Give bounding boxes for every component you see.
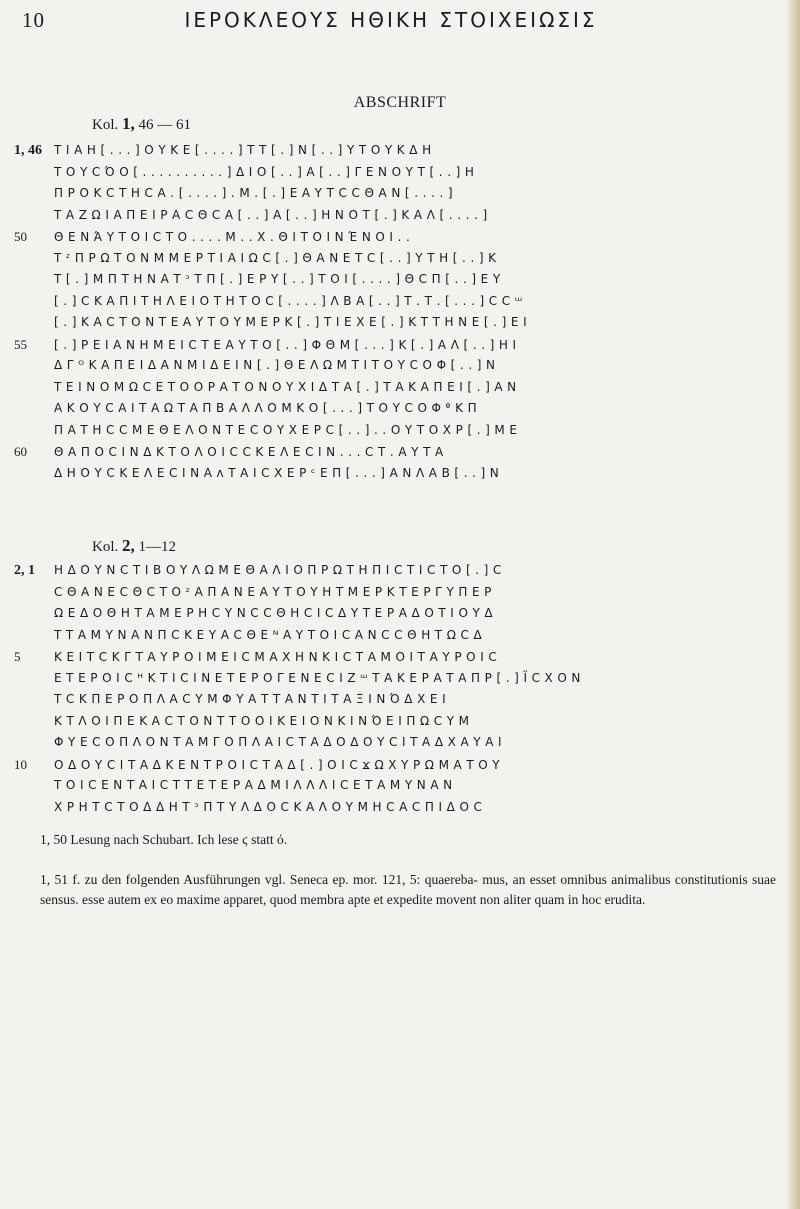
kol1-label: Kol. bbox=[92, 117, 119, 133]
kol2-label: Kol. bbox=[92, 539, 119, 555]
line-number: 1, 46 bbox=[14, 143, 42, 158]
kol1-number: 1, bbox=[122, 114, 135, 133]
line-text: ΘΕΝΆΥΤΟΙCΤΟ....Μ..Χ.ΘΙΤΟΙΝΈΝΟΙ.. bbox=[54, 230, 415, 244]
line-number: 10 bbox=[14, 756, 27, 772]
papyrus-line bbox=[14, 625, 784, 647]
line-text: ΑΚΟΥCΑΙΤΑΩΤΑΠΒΑΛΛΟΜΚΟ[...]ΤΟΥCΟΦᶿΚΠ bbox=[54, 401, 482, 415]
section-title: ABSCHRIFT bbox=[353, 94, 447, 111]
papyrus-line bbox=[14, 646, 784, 668]
papyrus-line bbox=[14, 420, 784, 442]
line-text: ΚΤΛΟΙΠΕΚΑCΤΟΝΤΤΟΟΙΚΕΙΟΝΚΙΝΌΕΙΠΩCΥΜ bbox=[54, 713, 474, 728]
papyrus-line bbox=[14, 291, 784, 313]
papyrus-line bbox=[14, 668, 784, 690]
kol2-number: 2, bbox=[122, 536, 135, 555]
line-text: ΚΕΙΤϹΚΓΤΑΥΡΟΙΜΕΙCΜΑΧΗΝΚΙCΤΑΜΟΙΤΑΥΡΟΙC bbox=[54, 650, 502, 664]
line-text: ΠΡΟΚCΤΗCΑ.[....].Μ.[.]ΕΑΥΤϹCΘΑΝ[....] bbox=[54, 186, 458, 200]
papyrus-line bbox=[14, 775, 784, 797]
papyrus-line bbox=[14, 463, 784, 485]
line-text: ΔΗΟΥCΚΕΛΕCΙΝΑᴧΤΑΙCΧΕΡᶜΕΠ[...]ΑΝΛΑΒ[..]Ν bbox=[54, 465, 504, 480]
papyrus-line bbox=[14, 441, 784, 463]
line-text: ΤΤΑΜΥΝΑΝΠCΚΕΥΑCΘΕᴺΑΥΤΟΙCΑΝϹCΘΗΤΩCΔ bbox=[54, 627, 487, 642]
papyrus-line bbox=[14, 797, 784, 819]
papyrus-line bbox=[14, 355, 784, 377]
kol2-text-block bbox=[14, 560, 784, 818]
apparatus-note: 1, 50 Lesung nach Schubart. Ich lese ϛ statt ό. bbox=[40, 832, 288, 847]
papyrus-line bbox=[14, 603, 784, 625]
papyrus-line bbox=[14, 560, 784, 582]
line-text: [.]ΡΕΙΑΝΗΜΕΙCΤΕΑΥΤΟ[..]ΦΘΜ[...]Κ[.]ΑΛ[..]ΗΙ bbox=[54, 337, 521, 352]
line-text: ΠΑΤΗCϹΜΕΘΕΛΟΝΤΕCΟΥΧΕΡC[..]..ΟΥΤΟΧΡ[.]ΜΕ bbox=[54, 422, 522, 437]
papyrus-line bbox=[14, 140, 784, 162]
book-spine-shadow bbox=[786, 0, 800, 1209]
papyrus-line bbox=[14, 183, 784, 205]
kol2-heading bbox=[92, 536, 176, 556]
papyrus-line bbox=[14, 689, 784, 711]
running-title: ΙΕΡΟΚΛΕΟΥΣ ΗΘΙΚΗ ΣΤΟΙΧΕΙΩΣΙΣ bbox=[184, 8, 598, 32]
papyrus-line bbox=[14, 398, 784, 420]
papyrus-line bbox=[14, 334, 784, 356]
papyrus-line bbox=[14, 754, 784, 776]
line-text: Τ[.]ΜΠΤΗΝΑΤᵓΤΠ[.]ΕΡΥ[..]ΤΟΙ[....]ΘϹΠ[..]ΕΥ bbox=[54, 272, 505, 286]
line-text: [.]CΚΑΠΙΤΗΛΕΙΟΤΗΤΟC[....]ΛΒΑ[..]Τ.Τ.[...]CϹᵚ bbox=[54, 293, 527, 308]
line-text: ΧΡΗΤϹΤΟΔΔΗΤᵓΠΤΥΛΔΟCΚΑΛΟΥΜΗCΑCΠΙΔΟC bbox=[54, 799, 487, 814]
line-text: ΦΥΕCΟΠΛΟΝΤΑΜΓΟΠΛΑΙCΤΑΔΟΔΟΥCΙΤΑΔΧΑΥΑΙ bbox=[54, 735, 507, 749]
papyrus-line bbox=[14, 162, 784, 184]
papyrus-line bbox=[14, 732, 784, 754]
papyrus-line bbox=[14, 248, 784, 270]
papyrus-line bbox=[14, 269, 784, 291]
line-text: ΩΕΔΟΘΗΤΑΜΕΡΗCΥΝϹCΘΗCΙCΔΥΤΕΡΑΔΟΤΙΟΥΔ bbox=[54, 606, 498, 620]
line-text: [.]ΚΑCΤΟΝΤΕΑΥΤΟΥΜΕΡΚ[.]ΤΙΕΧΕ[.]ΚΤΤΗΝΕ[.]ΕΙ bbox=[54, 315, 532, 329]
line-text: ΤΕΙΝΟΜΩCΕΤΟΟΡΑΤΟΝΟΥΧΙΔΤΑ[.]ΤΑΚΑΠΕΙ[.]ΑΝ bbox=[54, 379, 521, 394]
line-text: ΤΟΙCΕΝΤΑΙCΤΤΕΤΕΡΑΔΜΙΛΛΛΙCΕΤΑΜΥΝΑΝ bbox=[54, 778, 457, 792]
kol1-text-block bbox=[14, 140, 784, 484]
papyrus-line bbox=[14, 205, 784, 227]
kol1-range: 46 — 61 bbox=[138, 117, 191, 133]
line-text: CΘΑΝΕCΘϹΤΟᶻΑΠΑΝΕΑΥΤΟΥΗΤΜΕΡΚΤΕΡΓΥΠΕΡ bbox=[54, 584, 497, 599]
line-text: ΤΑΖΩΙΑΠΕΙΡΑCΘϹΑ[..]Α[..]ΗΝΟΤ[.]ΚΑΛ[....] bbox=[54, 207, 492, 222]
line-text: ΤᶻΠΡΩΤΟΝΜΜΕΡΤΙΑΙΩϹ[.]ΘΑΝΕΤϹ[..]ΥΤΗ[..]Κ bbox=[54, 250, 501, 265]
line-number: 60 bbox=[14, 444, 27, 459]
line-text: ΔΓᴼΚΑΠΕΙΔΑΝΜΙΔΕΙΝ[.]ΘΕΛΩΜΤΙΤΟΥCΟΦ[..]Ν bbox=[54, 358, 500, 372]
papyrus-line bbox=[14, 377, 784, 399]
line-text: ΤΟΥCΌΟ[..........]ΔΙΟ[..]Α[..]ΓΕΝΟΥΤ[..]Η bbox=[54, 164, 479, 179]
papyrus-line bbox=[14, 226, 784, 248]
papyrus-line bbox=[14, 312, 784, 334]
papyrus-line bbox=[14, 582, 784, 604]
line-number: 2, 1 bbox=[14, 563, 35, 578]
line-number: 5 bbox=[14, 649, 21, 664]
line-text: ΕΤΕΡΟΙCᴴΚΤΙCΙΝΕΤΕΡΟΓΕΝΕCΙΖᵚΤΑΚΕΡΑΤΑΠΡ[.]ΪCΧΟΝ bbox=[54, 670, 585, 685]
commentary-paragraph: 1, 51 f. zu den folgenden Ausführungen vgl. Seneca ep. mor. 121, 5: quaereba- mus, an esset omnibus animalibus constitutionis suae sensus. esse autem ex eo maxime apparet, quod membra apte et expedite movent non aliter quam in hoc erudita. bbox=[40, 872, 776, 907]
line-text: ΤΙΑΗ[...]ΟΥΚΕ[....]ΤΤ[.]Ν[..]ΥΤΟΥΚΔΗ bbox=[54, 143, 436, 157]
line-text: ΤϹΚΠΕΡΟΠΛΑCΥΜΦΥΑΤΤΑΝΤΙΤΑΞΙΝΌΔΧΕΙ bbox=[54, 692, 451, 706]
line-text: ΟΔΟΥCΙΤΑΔΚΕΝΤΡΟΙCΤΑΔ[.]ΟΙCϫΩΧΥΡΩΜΑΤΟΥ bbox=[54, 757, 505, 772]
line-text: ΘΑΠΟCΙΝΔΚΤΟΛΟΙCCΚΕΛΕCΙΝ...CΤ.ΑΥΤΑ bbox=[54, 445, 448, 459]
line-number: 55 bbox=[14, 336, 27, 352]
page-number: 10 bbox=[22, 8, 45, 32]
line-text: ΗΔΟΥΝϹΤΙΒΟΥΛΩΜΕΘΑΛΙΟΠΡΩΤΗΠΙCΤΙCΤΟ[.]Ϲ bbox=[54, 563, 506, 577]
kol2-range: 1—12 bbox=[138, 539, 176, 555]
kol1-heading bbox=[92, 114, 191, 134]
line-number: 50 bbox=[14, 229, 27, 244]
papyrus-line bbox=[14, 711, 784, 733]
